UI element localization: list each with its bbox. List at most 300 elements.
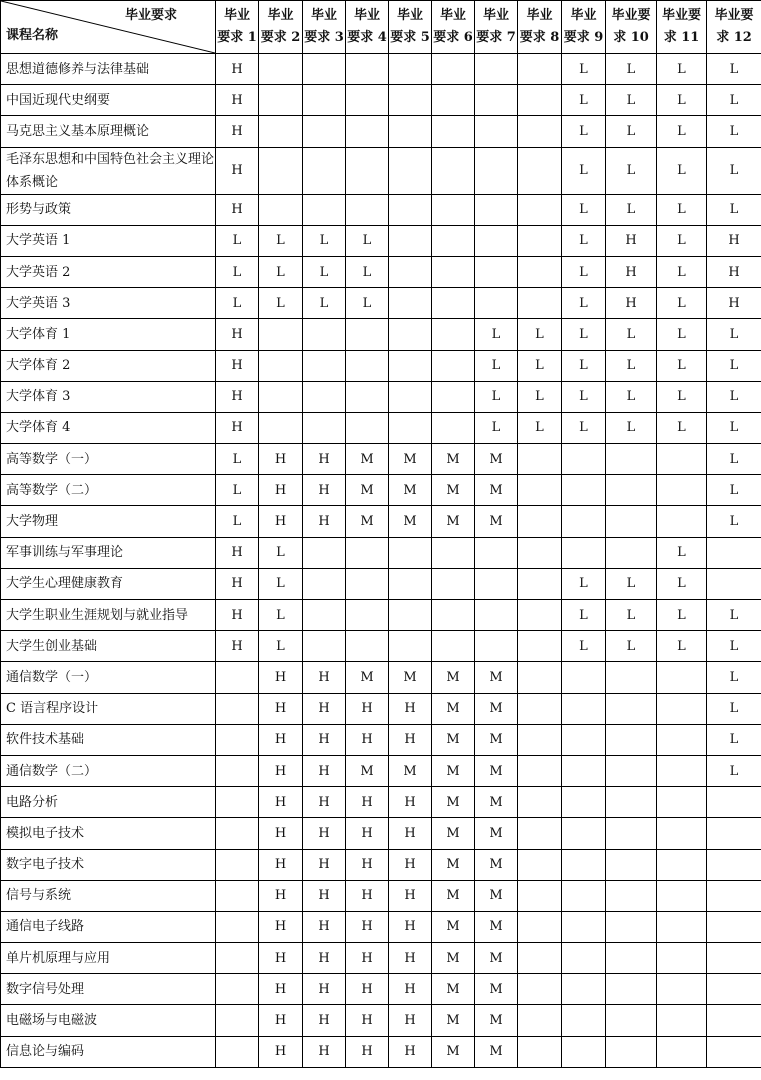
support-level-cell: L — [657, 225, 707, 256]
support-level-cell: L — [657, 54, 707, 85]
support-level-cell: L — [562, 225, 606, 256]
support-level-cell — [707, 1005, 761, 1036]
requirement-header-line: 求 12 — [716, 30, 752, 45]
support-level-cell: H — [216, 381, 259, 412]
support-level-cell — [475, 537, 518, 568]
support-level-cell — [518, 537, 562, 568]
support-level-cell: L — [303, 225, 346, 256]
support-level-cell: H — [346, 943, 389, 974]
support-level-cell: M — [475, 1036, 518, 1067]
support-level-cell: L — [707, 412, 761, 443]
support-level-cell: L — [562, 568, 606, 599]
support-level-cell: L — [259, 225, 303, 256]
support-level-cell — [303, 85, 346, 116]
table-row — [1, 724, 761, 755]
support-level-cell — [562, 1036, 606, 1067]
support-level-cell: L — [216, 225, 259, 256]
support-level-cell — [346, 568, 389, 599]
requirement-header-6 — [432, 1, 475, 54]
requirement-header-line: 要求 9 — [563, 30, 604, 45]
support-level-cell: M — [432, 693, 475, 724]
requirement-header-9 — [562, 1, 606, 54]
support-level-cell: H — [389, 693, 432, 724]
support-level-cell — [259, 194, 303, 225]
support-level-cell: L — [707, 631, 761, 662]
support-level-cell — [303, 194, 346, 225]
support-level-cell — [475, 147, 518, 194]
matrix-body — [1, 54, 761, 1068]
requirement-header-8 — [518, 1, 562, 54]
support-level-cell — [657, 662, 707, 693]
support-level-cell — [389, 225, 432, 256]
requirement-header-11 — [657, 1, 707, 54]
course-name-cell: 数字电子技术 — [1, 849, 216, 880]
support-level-cell — [346, 194, 389, 225]
support-level-cell — [518, 662, 562, 693]
support-level-cell — [432, 631, 475, 662]
course-name-cell: 形势与政策 — [1, 194, 216, 225]
support-level-cell: M — [432, 506, 475, 537]
support-level-cell — [657, 444, 707, 475]
support-level-cell — [475, 194, 518, 225]
support-level-cell — [518, 631, 562, 662]
support-level-cell: H — [389, 787, 432, 818]
support-level-cell — [518, 600, 562, 631]
support-level-cell — [432, 537, 475, 568]
support-level-cell — [518, 693, 562, 724]
support-level-cell: H — [346, 693, 389, 724]
support-level-cell: L — [562, 319, 606, 350]
support-level-cell: L — [562, 147, 606, 194]
corner-label-requirement: 毕业要求 — [124, 8, 177, 23]
support-level-cell: H — [389, 943, 432, 974]
support-level-cell: H — [346, 1005, 389, 1036]
support-level-cell — [303, 54, 346, 85]
support-level-cell: H — [606, 225, 657, 256]
support-level-cell: L — [562, 85, 606, 116]
table-row — [1, 818, 761, 849]
support-level-cell: H — [216, 600, 259, 631]
support-level-cell — [303, 600, 346, 631]
course-name-cell: 通信电子线路 — [1, 911, 216, 942]
support-level-cell: L — [259, 600, 303, 631]
support-level-cell — [216, 974, 259, 1005]
support-level-cell — [707, 818, 761, 849]
support-level-cell: H — [259, 662, 303, 693]
support-level-cell — [389, 537, 432, 568]
support-level-cell — [432, 350, 475, 381]
support-level-cell: H — [303, 818, 346, 849]
support-level-cell: L — [475, 319, 518, 350]
support-level-cell: L — [216, 506, 259, 537]
support-level-cell: H — [303, 787, 346, 818]
support-level-cell — [518, 911, 562, 942]
support-level-cell: L — [259, 288, 303, 319]
support-level-cell: L — [303, 256, 346, 287]
support-level-cell — [518, 147, 562, 194]
table-row — [1, 880, 761, 911]
support-level-cell: H — [259, 506, 303, 537]
support-level-cell: L — [518, 381, 562, 412]
support-level-cell — [303, 631, 346, 662]
support-level-cell — [606, 880, 657, 911]
support-level-cell: M — [432, 974, 475, 1005]
support-level-cell: H — [389, 1005, 432, 1036]
support-level-cell: L — [657, 537, 707, 568]
support-level-cell — [518, 943, 562, 974]
requirement-header-line: 毕业要 — [661, 8, 701, 23]
support-level-cell — [216, 755, 259, 786]
table-row — [1, 631, 761, 662]
support-level-cell — [389, 350, 432, 381]
support-level-cell — [432, 194, 475, 225]
support-level-cell: M — [432, 943, 475, 974]
requirement-header-line: 要求 8 — [519, 30, 560, 45]
support-level-cell: H — [259, 755, 303, 786]
support-level-cell — [657, 787, 707, 818]
support-level-cell: L — [707, 506, 761, 537]
support-level-cell — [389, 568, 432, 599]
support-level-cell — [346, 631, 389, 662]
support-level-cell: M — [346, 475, 389, 506]
table-row — [1, 943, 761, 974]
support-level-cell — [389, 319, 432, 350]
support-level-cell: H — [216, 537, 259, 568]
support-level-cell: L — [216, 288, 259, 319]
support-level-cell: L — [707, 350, 761, 381]
support-level-cell — [606, 787, 657, 818]
table-row — [1, 506, 761, 537]
support-level-cell — [518, 818, 562, 849]
support-level-cell: M — [475, 662, 518, 693]
support-level-cell — [657, 943, 707, 974]
support-level-cell — [657, 693, 707, 724]
support-level-cell — [606, 693, 657, 724]
support-level-cell: H — [303, 724, 346, 755]
support-level-cell — [606, 506, 657, 537]
support-level-cell: M — [432, 849, 475, 880]
support-level-cell: H — [346, 911, 389, 942]
support-level-cell: L — [657, 600, 707, 631]
support-level-cell: L — [346, 256, 389, 287]
support-level-cell: M — [475, 506, 518, 537]
support-level-cell — [346, 116, 389, 147]
support-level-cell — [216, 662, 259, 693]
support-level-cell — [389, 631, 432, 662]
support-level-cell: L — [346, 225, 389, 256]
support-level-cell: L — [606, 147, 657, 194]
support-level-cell — [707, 974, 761, 1005]
support-level-cell — [303, 350, 346, 381]
support-level-cell — [606, 1036, 657, 1067]
support-level-cell — [432, 116, 475, 147]
support-level-cell: M — [475, 943, 518, 974]
support-level-cell — [518, 256, 562, 287]
support-level-cell — [657, 911, 707, 942]
support-level-cell: M — [432, 818, 475, 849]
support-level-cell: L — [562, 600, 606, 631]
support-level-cell — [562, 662, 606, 693]
support-level-cell: L — [707, 381, 761, 412]
support-level-cell: M — [432, 724, 475, 755]
support-level-cell: L — [657, 288, 707, 319]
support-level-cell: L — [518, 412, 562, 443]
course-name-cell: 大学物理 — [1, 506, 216, 537]
support-level-cell: H — [216, 412, 259, 443]
support-level-cell — [518, 755, 562, 786]
support-level-cell: H — [389, 974, 432, 1005]
support-level-cell — [303, 537, 346, 568]
support-level-cell — [657, 1005, 707, 1036]
support-level-cell: L — [475, 412, 518, 443]
course-name-cell: C 语言程序设计 — [1, 693, 216, 724]
support-level-cell — [518, 1036, 562, 1067]
support-level-cell — [606, 974, 657, 1005]
table-row — [1, 693, 761, 724]
support-level-cell — [707, 943, 761, 974]
support-level-cell — [216, 911, 259, 942]
requirement-header-3 — [303, 1, 346, 54]
course-name-cell: 电路分析 — [1, 787, 216, 818]
support-level-cell — [259, 54, 303, 85]
support-level-cell — [606, 911, 657, 942]
support-level-cell — [606, 724, 657, 755]
requirement-header-line: 要求 4 — [347, 30, 387, 45]
support-level-cell: L — [562, 412, 606, 443]
support-level-cell — [303, 381, 346, 412]
support-level-cell — [346, 54, 389, 85]
support-level-cell — [389, 147, 432, 194]
table-row — [1, 54, 761, 85]
support-level-cell: L — [707, 600, 761, 631]
support-level-cell: M — [475, 880, 518, 911]
support-level-cell: H — [389, 849, 432, 880]
support-level-cell: H — [303, 662, 346, 693]
requirement-header-7 — [475, 1, 518, 54]
support-level-cell — [346, 319, 389, 350]
support-level-cell: H — [259, 1005, 303, 1036]
support-level-cell — [562, 911, 606, 942]
table-row — [1, 444, 761, 475]
support-level-cell — [606, 943, 657, 974]
support-level-cell: L — [707, 116, 761, 147]
support-level-cell — [606, 444, 657, 475]
course-name-cell: 大学生心理健康教育 — [1, 568, 216, 599]
requirement-header-2 — [259, 1, 303, 54]
table-row — [1, 85, 761, 116]
support-level-cell: M — [432, 444, 475, 475]
table-row — [1, 911, 761, 942]
support-level-cell: M — [432, 1036, 475, 1067]
support-level-cell: M — [475, 974, 518, 1005]
table-row — [1, 116, 761, 147]
course-name-cell: 毛泽东思想和中国特色社会主义理论体系概论 — [1, 147, 216, 194]
support-level-cell: L — [657, 256, 707, 287]
course-name-cell: 单片机原理与应用 — [1, 943, 216, 974]
support-level-cell — [657, 974, 707, 1005]
support-level-cell — [518, 568, 562, 599]
course-name-cell: 大学英语 2 — [1, 256, 216, 287]
table-row — [1, 568, 761, 599]
support-level-cell: L — [707, 724, 761, 755]
support-level-cell — [259, 85, 303, 116]
support-level-cell — [346, 147, 389, 194]
table-row — [1, 537, 761, 568]
support-level-cell: H — [216, 147, 259, 194]
support-level-cell — [518, 54, 562, 85]
support-level-cell — [259, 319, 303, 350]
support-level-cell: H — [303, 943, 346, 974]
support-level-cell — [518, 444, 562, 475]
support-level-cell — [518, 974, 562, 1005]
table-row — [1, 662, 761, 693]
support-level-cell: H — [216, 350, 259, 381]
support-level-cell — [216, 880, 259, 911]
support-level-cell — [606, 755, 657, 786]
support-level-cell: H — [389, 1036, 432, 1067]
support-level-cell: M — [432, 755, 475, 786]
support-level-cell: L — [657, 568, 707, 599]
support-level-cell: M — [346, 444, 389, 475]
course-name-cell: 大学体育 2 — [1, 350, 216, 381]
support-level-cell — [518, 1005, 562, 1036]
support-level-cell — [707, 1036, 761, 1067]
support-level-cell — [707, 787, 761, 818]
requirement-header-line: 求 10 — [613, 30, 649, 45]
support-level-cell: M — [389, 506, 432, 537]
header-row — [1, 1, 761, 54]
support-level-cell: L — [475, 381, 518, 412]
support-level-cell — [707, 568, 761, 599]
support-level-cell — [216, 724, 259, 755]
support-level-cell: M — [389, 444, 432, 475]
support-level-cell: M — [475, 787, 518, 818]
support-level-cell: H — [216, 319, 259, 350]
support-level-cell — [562, 506, 606, 537]
support-level-cell: H — [259, 444, 303, 475]
support-level-cell — [606, 475, 657, 506]
support-level-cell — [657, 755, 707, 786]
support-level-cell: H — [303, 1036, 346, 1067]
requirement-header-line: 要求 3 — [304, 30, 344, 45]
support-level-cell: H — [216, 568, 259, 599]
course-name-cell: 大学英语 3 — [1, 288, 216, 319]
support-level-cell: L — [562, 116, 606, 147]
support-level-cell — [303, 147, 346, 194]
requirement-header-line: 毕业要 — [714, 8, 754, 23]
support-level-cell: H — [216, 85, 259, 116]
support-level-cell: M — [475, 849, 518, 880]
support-level-cell: H — [303, 444, 346, 475]
support-level-cell: H — [606, 256, 657, 287]
support-level-cell: H — [259, 475, 303, 506]
support-level-cell — [216, 818, 259, 849]
support-level-cell: H — [606, 288, 657, 319]
requirement-header-line: 毕业 — [439, 8, 466, 23]
support-level-cell — [475, 256, 518, 287]
support-level-cell: M — [389, 662, 432, 693]
support-level-cell: M — [432, 880, 475, 911]
support-level-cell — [303, 319, 346, 350]
support-level-cell — [259, 116, 303, 147]
support-level-cell — [432, 85, 475, 116]
support-level-cell: L — [707, 444, 761, 475]
support-level-cell — [657, 1036, 707, 1067]
support-level-cell: L — [259, 537, 303, 568]
support-level-cell: L — [518, 319, 562, 350]
support-level-cell: L — [562, 256, 606, 287]
support-level-cell: L — [259, 256, 303, 287]
support-level-cell — [562, 849, 606, 880]
course-name-cell: 大学体育 1 — [1, 319, 216, 350]
support-level-cell: H — [216, 631, 259, 662]
support-level-cell: L — [562, 194, 606, 225]
course-name-cell: 大学体育 3 — [1, 381, 216, 412]
support-level-cell: H — [259, 1036, 303, 1067]
support-level-cell: L — [606, 631, 657, 662]
support-level-cell — [562, 880, 606, 911]
support-level-cell — [562, 693, 606, 724]
support-level-cell: L — [606, 350, 657, 381]
requirement-header-line: 要求 1 — [217, 30, 257, 45]
course-name-cell: 信息论与编码 — [1, 1036, 216, 1067]
support-level-cell: H — [346, 974, 389, 1005]
support-level-cell — [518, 880, 562, 911]
support-level-cell: M — [432, 1005, 475, 1036]
requirement-header-1 — [216, 1, 259, 54]
support-level-cell — [606, 662, 657, 693]
table-row — [1, 849, 761, 880]
table-row — [1, 1036, 761, 1067]
support-level-cell — [562, 974, 606, 1005]
support-level-cell: H — [346, 1036, 389, 1067]
support-level-cell — [346, 537, 389, 568]
support-level-cell: H — [303, 755, 346, 786]
support-level-cell: M — [346, 662, 389, 693]
support-level-cell — [657, 818, 707, 849]
support-level-cell: L — [657, 147, 707, 194]
support-level-cell: H — [303, 849, 346, 880]
support-level-cell — [657, 849, 707, 880]
support-level-cell: L — [216, 475, 259, 506]
support-level-cell: L — [657, 631, 707, 662]
support-level-cell: L — [657, 412, 707, 443]
support-level-cell — [432, 256, 475, 287]
support-level-cell — [562, 943, 606, 974]
support-level-cell — [346, 350, 389, 381]
support-level-cell — [606, 537, 657, 568]
table-row — [1, 225, 761, 256]
support-level-cell — [657, 724, 707, 755]
support-level-cell — [518, 849, 562, 880]
course-name-cell: 模拟电子技术 — [1, 818, 216, 849]
course-name-cell: 军事训练与军事理论 — [1, 537, 216, 568]
table-row — [1, 147, 761, 194]
support-level-cell — [346, 85, 389, 116]
support-level-cell: H — [389, 818, 432, 849]
support-level-cell: M — [475, 755, 518, 786]
support-level-cell — [259, 350, 303, 381]
support-level-cell — [303, 568, 346, 599]
support-level-cell — [432, 225, 475, 256]
requirement-header-line: 毕业 — [570, 8, 597, 23]
support-level-cell — [475, 568, 518, 599]
support-level-cell: L — [606, 194, 657, 225]
support-level-cell — [216, 693, 259, 724]
support-level-cell: L — [657, 319, 707, 350]
course-name-cell: 马克思主义基本原理概论 — [1, 116, 216, 147]
support-level-cell — [389, 85, 432, 116]
